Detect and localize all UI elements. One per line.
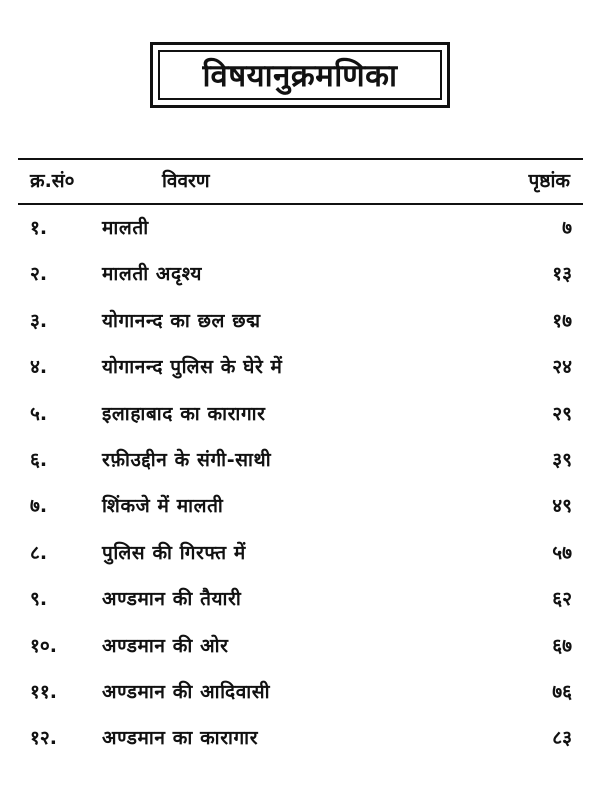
- row-page: ५७: [552, 541, 572, 564]
- row-description: मालती अदृश्य: [102, 263, 203, 286]
- contents-row: [0, 212, 600, 258]
- row-description: पुलिस की गिरफ्त में: [102, 541, 246, 564]
- contents-row: [0, 305, 600, 351]
- row-description: इलाहाबाद का कारागार: [102, 402, 266, 425]
- contents-row: [0, 583, 600, 629]
- contents-list: [0, 212, 600, 769]
- row-serial: ७.: [30, 495, 48, 518]
- row-page: ७६: [552, 680, 572, 703]
- contents-row: [0, 630, 600, 676]
- page-title: विषयानुक्रमणिका: [158, 50, 442, 100]
- contents-row: [0, 351, 600, 397]
- row-serial: ३.: [30, 309, 48, 332]
- contents-row: [0, 676, 600, 722]
- row-description: अण्डमान का कारागार: [102, 727, 259, 750]
- title-frame: [150, 42, 450, 108]
- row-description: मालती: [102, 217, 149, 239]
- row-description: रफ़ीउद्दीन के संगी-साथी: [102, 448, 272, 471]
- row-serial: ४.: [30, 356, 48, 379]
- column-header-description: विवरण: [162, 170, 210, 192]
- column-header-page: पृष्ठांक: [528, 170, 570, 192]
- row-description: अण्डमान की आदिवासी: [102, 680, 271, 703]
- row-serial: ५.: [30, 402, 48, 425]
- row-page: ४९: [552, 495, 572, 518]
- row-serial: २.: [30, 263, 48, 286]
- row-page: २४: [552, 356, 572, 379]
- row-page: ७: [562, 217, 572, 239]
- row-serial: ८.: [30, 541, 48, 564]
- contents-row: [0, 398, 600, 444]
- row-serial: १.: [30, 217, 48, 239]
- header-rule-top: [18, 158, 583, 160]
- row-page: २९: [552, 402, 572, 425]
- row-serial: ९.: [30, 588, 48, 611]
- row-description: योगानन्द का छल छद्म: [102, 309, 261, 332]
- header-rule-bottom: [18, 203, 583, 205]
- contents-row: [0, 490, 600, 536]
- row-page: ६२: [552, 588, 572, 611]
- row-description: अण्डमान की ओर: [102, 634, 229, 657]
- row-page: १७: [552, 309, 572, 332]
- row-serial: ६.: [30, 448, 48, 471]
- row-page: ३९: [552, 448, 572, 471]
- row-description: शिंकजे में मालती: [102, 495, 224, 518]
- row-serial: १२.: [30, 727, 57, 750]
- row-serial: ११.: [30, 680, 57, 703]
- column-header-serial: क्र.सं०: [30, 170, 75, 192]
- row-page: ६७: [552, 634, 572, 657]
- contents-row: [0, 537, 600, 583]
- contents-row: [0, 444, 600, 490]
- row-description: योगानन्द पुलिस के घेरे में: [102, 356, 283, 379]
- row-page: ८३: [552, 727, 572, 750]
- row-serial: १०.: [30, 634, 57, 657]
- contents-row: [0, 722, 600, 768]
- row-description: अण्डमान की तैयारी: [102, 588, 242, 611]
- contents-row: [0, 258, 600, 304]
- row-page: १३: [552, 263, 572, 286]
